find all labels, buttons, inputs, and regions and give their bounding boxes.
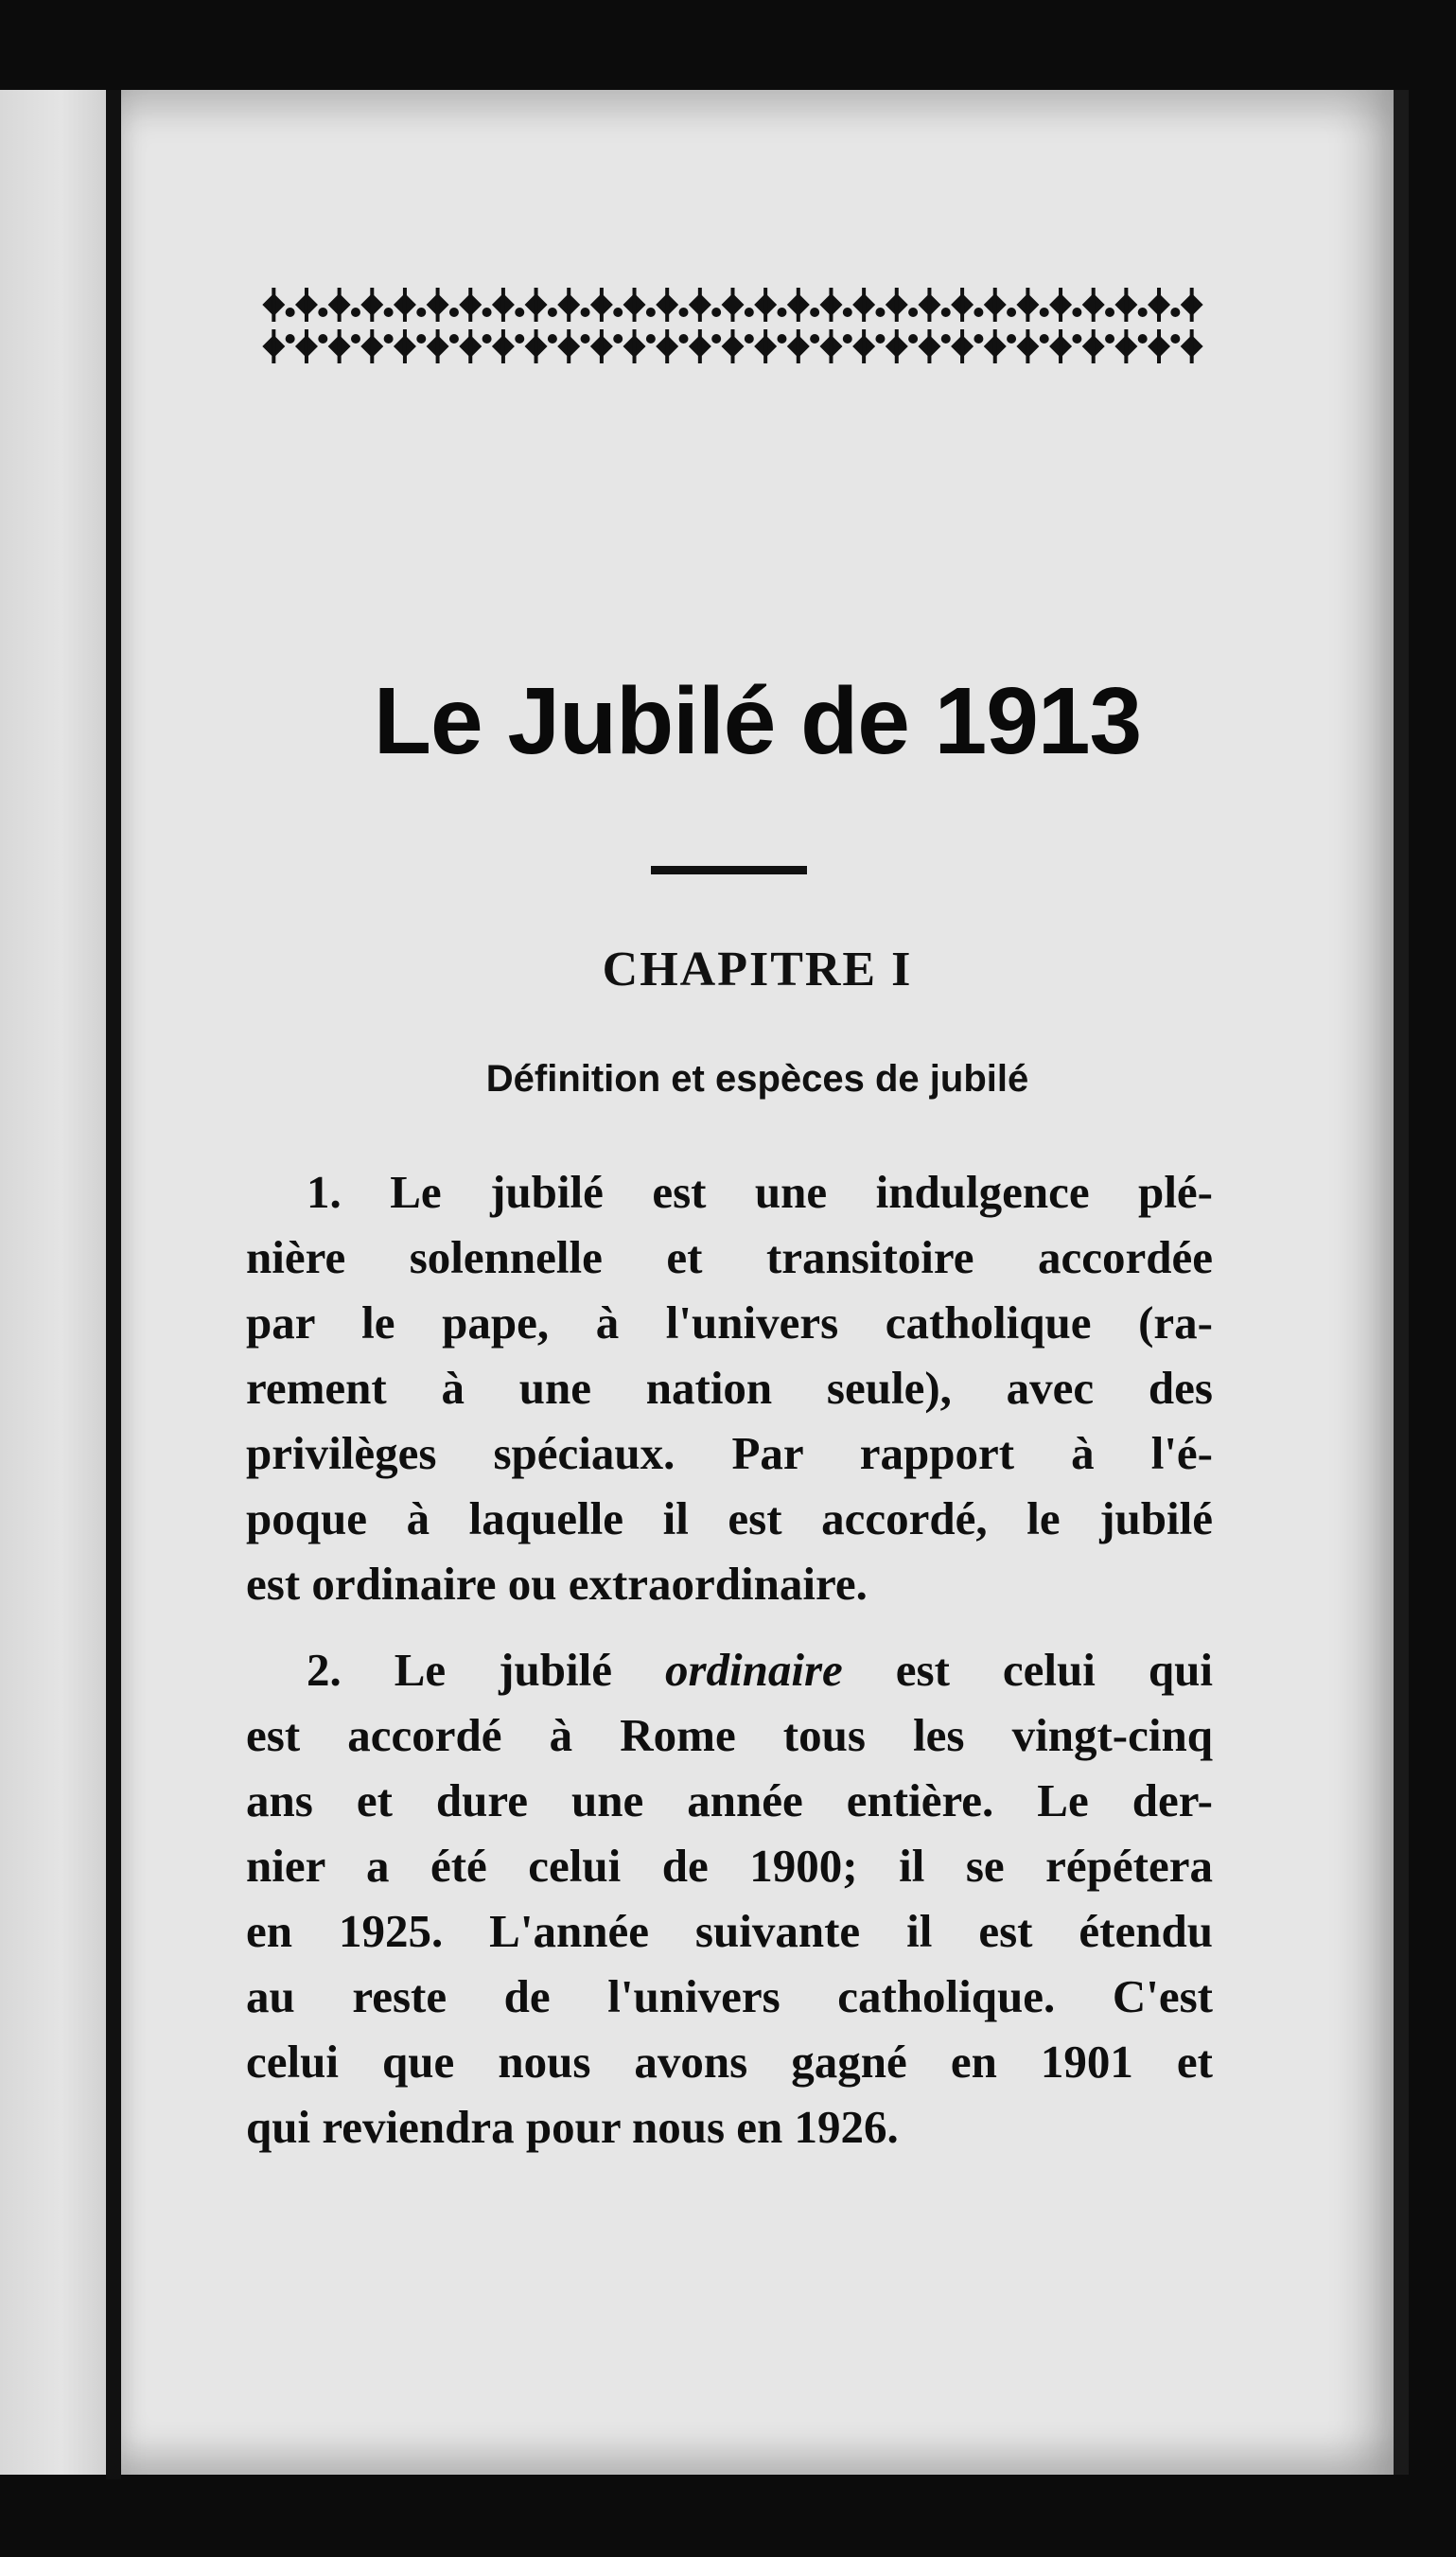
ornamental-border-icon — [257, 284, 1208, 369]
paragraph-2-line-7: celui que nous avons gagné en 1901 et — [246, 2036, 1213, 2088]
paragraph-2-line-5: en 1925. L'année suivante il est étendu — [246, 1905, 1213, 1957]
page-right-edge — [1394, 90, 1409, 2475]
paragraph-1-line-6: poque à laquelle il est accordé, le jubilé — [246, 1492, 1213, 1544]
paragraph-2-emphasis: ordinaire — [664, 1644, 843, 1696]
paragraph-2-line-1-end: est celui qui — [895, 1644, 1213, 1696]
paragraph-2-line-6: au reste de l'univers catholique. C'est — [246, 1970, 1213, 2022]
paragraph-2-line-1-start: Le jubilé — [394, 1644, 612, 1696]
paragraph-2-line-4: nier a été celui de 1900; il se répétera — [246, 1840, 1213, 1892]
paragraph-1-line-1 — [246, 1159, 1213, 1225]
chapter-heading: CHAPITRE I — [602, 943, 913, 996]
paragraph-1-line-3: par le pape, à l'univers catholique (ra- — [246, 1296, 1213, 1349]
previous-page-edge — [0, 90, 112, 2475]
paragraph-1-line-2: nière solennelle et transitoire accordée — [246, 1231, 1213, 1283]
paragraph-1-number: 1. — [307, 1166, 342, 1218]
paragraph-2-line-2: est accordé à Rome tous les vingt-cinq — [246, 1709, 1213, 1761]
section-title: Définition et espèces de jubilé — [485, 1058, 1029, 1100]
paragraph-2-line-1 — [246, 1637, 1213, 1702]
page-title: Le Jubilé de 1913 — [373, 668, 1142, 774]
paragraph-2 — [246, 1637, 1213, 2160]
paragraph-1-line-1-text: Le jubilé est une indulgence plé- — [390, 1166, 1213, 1218]
paragraph-1-line-5: privilèges spéciaux. Par rapport à l'é- — [246, 1427, 1213, 1479]
paragraph-2-line-8: qui reviendra pour nous en 1926. — [246, 2101, 899, 2153]
paragraph-1-line-4: rement à une nation seule), avec des — [246, 1362, 1213, 1414]
paragraph-2-line-3: ans et dure une année entière. Le der- — [246, 1774, 1213, 1826]
paragraph-1-line-7: est ordinaire ou extraordinaire. — [246, 1558, 868, 1610]
paragraph-1 — [246, 1159, 1213, 1616]
paragraph-2-number: 2. — [307, 1644, 342, 1696]
title-rule-divider — [651, 866, 807, 874]
page-gutter-line — [106, 90, 121, 2479]
